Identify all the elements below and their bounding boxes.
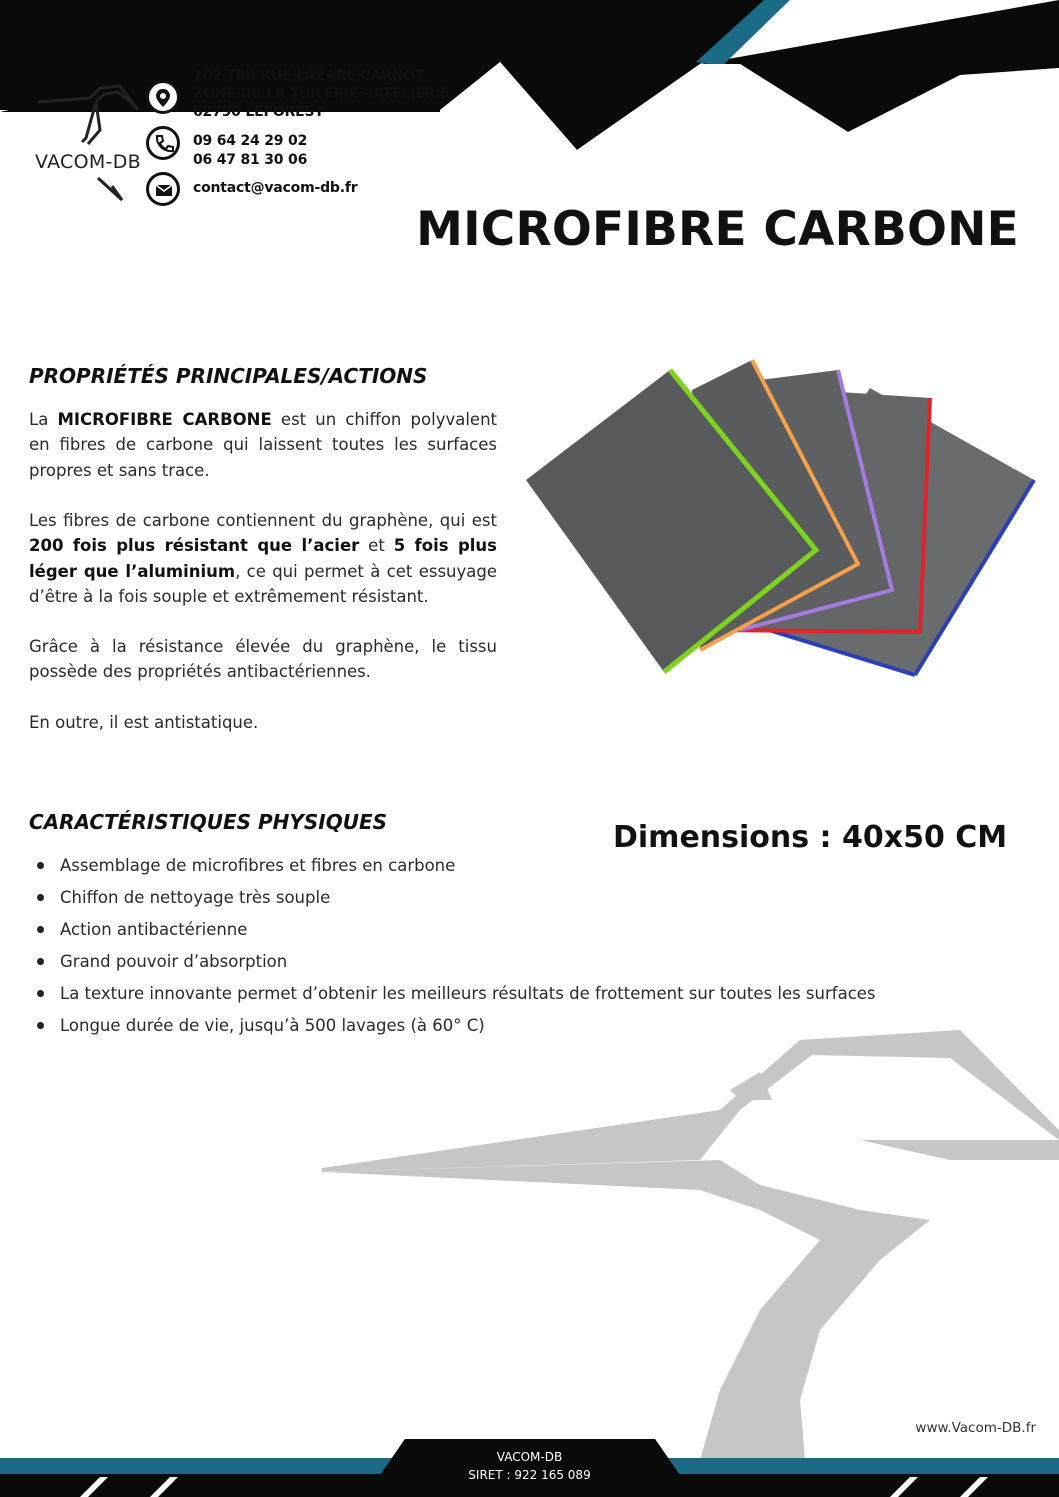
paragraph-intro: La MICROFIBRE CARBONE est un chiffon polyvalent en fibres de carbone qui laissent toutes les surfaces propres et sans trace.	[29, 410, 498, 480]
address-line-3: 62790 LEFOREST	[193, 104, 324, 120]
product-image	[520, 350, 1040, 690]
list-item: La texture innovante permet d’obtenir les meilleurs résultats de frottement sur toutes les surfaces	[34, 980, 876, 1012]
list-item: Action antibactérienne	[34, 916, 876, 948]
address-line-1: 102 TER RUE LAZARE CARNOT	[193, 68, 425, 84]
feature-list	[34, 852, 876, 1044]
dimensions-label: Dimensions : 40x50 CM	[613, 820, 1008, 855]
bullet-icon	[37, 926, 44, 933]
list-item: Assemblage de microfibres et fibres en carbone	[34, 852, 876, 884]
watermark-heron	[322, 1030, 1059, 1460]
paragraph-graphene: Les fibres de carbone contiennent du graphène, qui est 200 fois plus résistant que l’acier et 5 fois plus léger que l’aluminium, ce qui permet à cet essuyage d’être à la fois souple et extrêmement résistant.	[29, 511, 497, 606]
bullet-icon	[37, 990, 44, 997]
bullet-icon	[37, 1022, 44, 1029]
section-heading-properties: PROPRIÉTÉS PRINCIPALES/ACTIONS	[29, 364, 428, 388]
bullet-icon	[37, 894, 44, 901]
list-item: Chiffon de nettoyage très souple	[34, 884, 876, 916]
bullet-icon	[37, 862, 44, 869]
page-title: MICROFIBRE CARBONE	[416, 202, 1019, 257]
footer-siret: SIRET : 922 165 089	[468, 1468, 591, 1482]
bullet-icon	[37, 958, 44, 965]
website-link[interactable]: www.Vacom-DB.fr	[915, 1420, 1036, 1436]
logo-text: VACOM-DB	[35, 151, 141, 173]
envelope-icon	[146, 172, 180, 206]
paragraph-antistatic: En outre, il est antistatique.	[29, 713, 259, 732]
email-link[interactable]: contact@vacom-db.fr	[193, 180, 358, 196]
phone-line-2: 06 47 81 30 06	[193, 152, 308, 168]
phone-line-1: 09 64 24 29 02	[193, 133, 308, 149]
list-item: Grand pouvoir d’absorption	[34, 948, 876, 980]
location-pin-icon	[146, 80, 180, 114]
list-item: Longue durée de vie, jusqu’à 500 lavages (à 60° C)	[34, 1012, 876, 1044]
heron-logo-icon	[30, 80, 145, 205]
address-line-2: ZONE DE LA TUILERIE - ATELIER 5	[193, 86, 450, 102]
section-heading-characteristics: CARACTÉRISTIQUES PHYSIQUES	[29, 810, 388, 834]
footer-company: VACOM-DB	[496, 1450, 563, 1464]
phone-icon	[146, 126, 180, 160]
paragraph-antibacterial: Grâce à la résistance élevée du graphène, le tissu possède des propriétés antibactériennes.	[29, 637, 497, 682]
